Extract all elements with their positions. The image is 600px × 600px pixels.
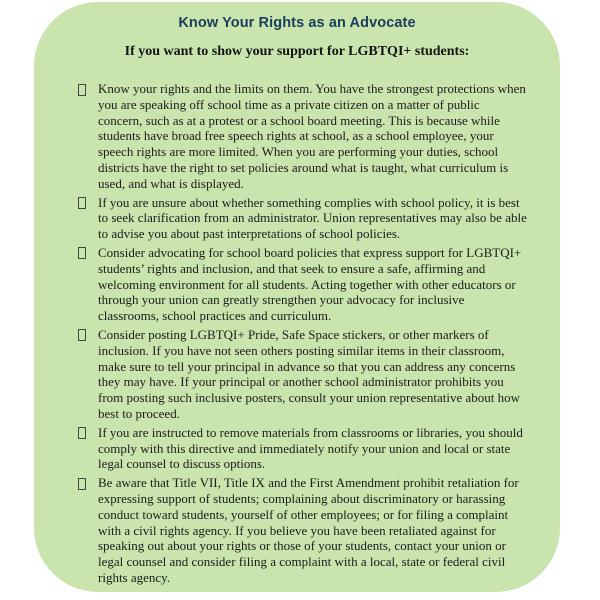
page-title: Know Your Rights as an Advocate bbox=[178, 15, 416, 31]
bullet-text: Consider advocating for school board policies that express support for LGBTQI+ students’ rights and inclusion, and that seek to ensure a safe, affirming and welcoming environment for all students. Acting together with other educators or through your union can greatly strengthen your advocacy for inclusive classrooms, school practices and curriculum. bbox=[98, 244, 522, 324]
bullet-item bbox=[78, 81, 527, 192]
page-subtitle: If you want to show your support for LGBTQI+ students: bbox=[124, 44, 470, 59]
advice-bullet-list bbox=[78, 81, 527, 586]
bullet-item bbox=[78, 195, 527, 242]
square-bullet-icon bbox=[78, 84, 86, 96]
rights-advocate-card bbox=[34, 2, 560, 592]
bullet-item bbox=[78, 245, 527, 324]
bullet-text: If you are instructed to remove materials from classrooms or libraries, you should comply with this directive and immediately notify your union and local or state legal counsel to discuss options. bbox=[98, 424, 523, 472]
square-bullet-icon bbox=[78, 197, 86, 209]
bullet-text: Consider posting LGBTQI+ Pride, Safe Space stickers, or other markers of inclusion. If you have not seen others posting similar items in their classroom, make sure to tell your principal in advance so that you can address any concerns they may have. If your principal or another school administrator prohibits you from posting such inclusive posters, consult your union representative about how best to proceed. bbox=[98, 326, 521, 421]
square-bullet-icon bbox=[78, 478, 86, 490]
bullet-item bbox=[78, 327, 527, 422]
bullet-text: Be aware that Title VII, Title IX and the First Amendment prohibit retaliation for expressing support of students; complaining about discriminatory or harassing conduct toward students, yourself of other employees; or for filing a complaint with a civil rights agency. If you believe you have been retaliated against for speaking out about your rights or those of your students, contact your union or legal counsel and consider filing a complaint with a local, state or federal civil rights agency. bbox=[98, 475, 519, 585]
bullet-text: Know your rights and the limits on them. You have the strongest protections when you are speaking off school time as a private citizen on a matter of public concern, such as at a protest or a school board meeting. This is because while students have broad free speech rights at school, as a school employee, your speech rights are more limited. When you are performing your duties, school districts have the right to set policies around what is taught, what curriculum is used, and what is displayed. bbox=[98, 81, 526, 191]
square-bullet-icon bbox=[78, 427, 86, 439]
square-bullet-icon bbox=[78, 329, 86, 341]
bullet-item bbox=[78, 475, 527, 586]
bullet-item bbox=[78, 425, 527, 472]
square-bullet-icon bbox=[78, 247, 86, 259]
bullet-text: If you are unsure about whether something complies with school policy, it is best to seek clarification from an administrator. Union representatives may also be able to advise you about past interpretations of school policies. bbox=[98, 194, 527, 242]
